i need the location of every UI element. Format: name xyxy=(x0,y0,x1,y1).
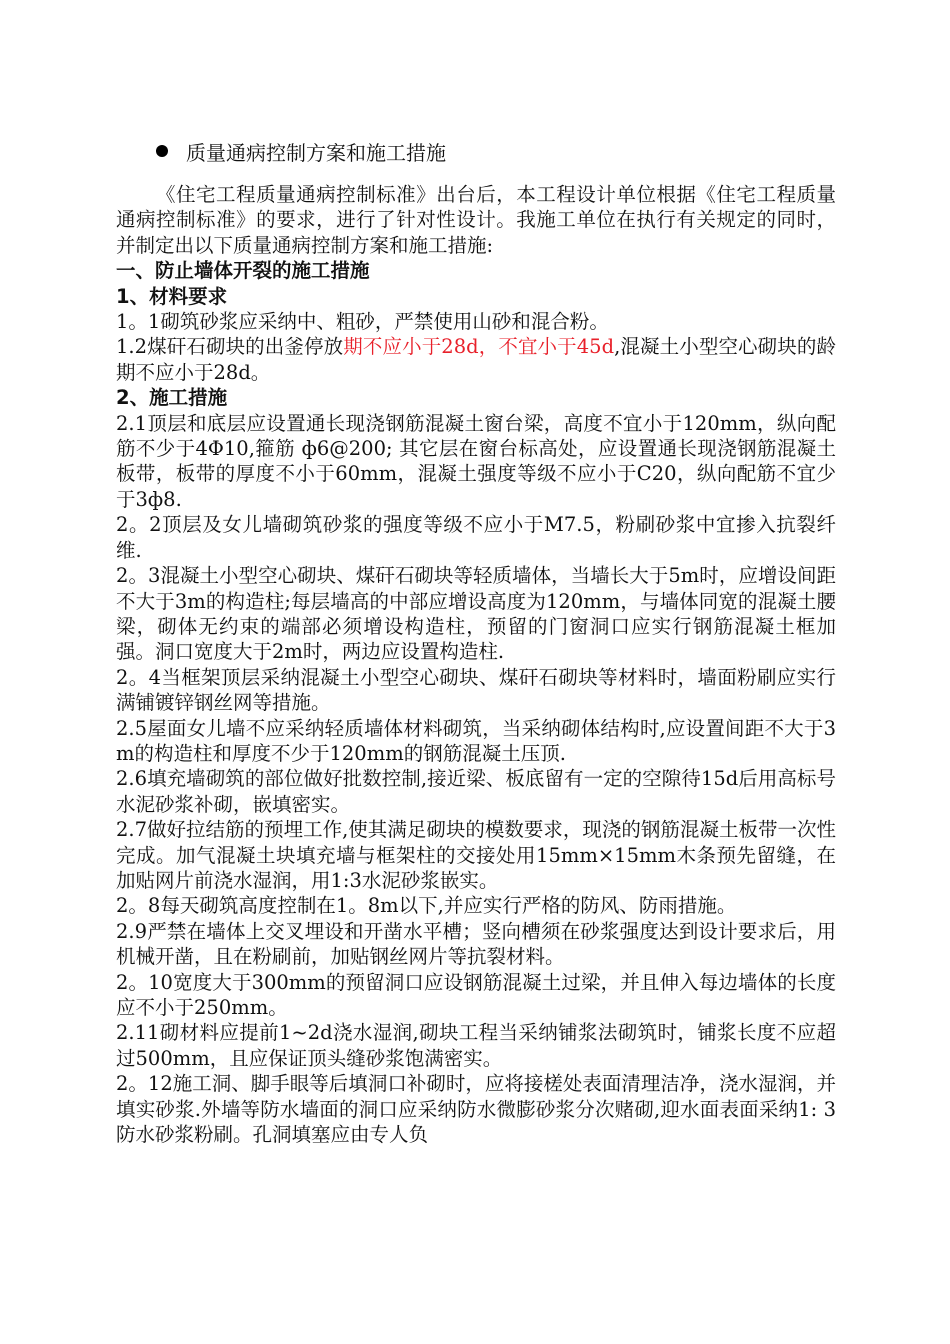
item-2-5: 2.5屋面女儿墙不应采纳轻质墙体材料砌筑，当采纳砌体结构时,应设置间距不大于3m的构造柱和厚度不少于120mm的钢筋混凝土压顶. xyxy=(116,716,836,765)
intro-paragraph: 《住宅工程质量通病控制标准》出台后，本工程设计单位根据《住宅工程质量通病控制标准》的要求，进行了针对性设计。我施工单位在执行有关规定的同时，并制定出以下质量通病控制方案和施工措施: xyxy=(116,183,836,257)
item-2-12: 2。12施工洞、脚手眼等后填洞口补砌时，应将接槎处表面清理洁净，浇水湿润，并填实砂浆.外墙等防水墙面的洞口应采纳防水微膨砂浆分次赌砌,迎水面表面采纳1: 3防水砂浆粉刷。孔洞填塞应由专人负 xyxy=(116,1072,836,1147)
item-2-2: 2。2顶层及女儿墙砌筑砂浆的强度等级不应小于M7.5，粉刷砂浆中宜掺入抗裂纤维. xyxy=(116,513,836,562)
document-page xyxy=(116,132,836,1147)
bullet-icon xyxy=(156,145,168,157)
item-1-2-text-a: 1.2煤矸石砌块的出釜停放 xyxy=(116,335,344,359)
item-2-9: 2.9严禁在墙体上交叉埋设和开凿水平槽；竖向槽须在砂浆强度达到设计要求后，用机械开凿，且在粉刷前，加贴钢丝网片等抗裂材料。 xyxy=(116,919,836,969)
item-2-1: 2.1顶层和底层应设置通长现浇钢筋混凝土窗台梁，高度不宜小于120mm，纵向配筋不少于4Φ10,箍筋 ф6@200; 其它层在窗台标高处，应设置通长现浇钢筋混凝土板带，板带的厚度不小于60mm，混凝土强度等级不应小于C20，纵向配筋不宜少于3ф8. xyxy=(116,411,836,511)
item-1-2 xyxy=(116,334,836,385)
item-2-8: 2。8每天砌筑高度控制在1。8m以下,并应实行严格的防风、防雨措施。 xyxy=(116,894,737,918)
item-1-1: 1。1砌筑砂浆应采纳中、粗砂，严禁使用山砂和混合粉。 xyxy=(116,310,609,334)
item-2-6: 2.6填充墙砌筑的部位做好批数控制,接近梁、板底留有一定的空隙待15d后用高标号水泥砂浆补砌，嵌填密实。 xyxy=(116,767,836,816)
section1-heading: 一、防止墙体开裂的施工措施 xyxy=(116,259,370,283)
title-line xyxy=(156,132,836,170)
item-2-4: 2。4当框架顶层采纳混凝土小型空心砌块、煤矸石砌块等材料时，墙面粉刷应实行满铺镀锌钢丝网等措施。 xyxy=(116,665,836,715)
item-1-2-highlight: 期不应小于28d，不宜小于45d xyxy=(343,335,615,359)
item-2-3: 2。3混凝土小型空心砌块、煤矸石砌块等轻质墙体，当墙长大于5m时，应增设间距不大于3m的构造柱;每层墙高的中部应增设高度为120mm，与墙体同宽的混凝土腰梁，砌体无约束的端部必须增设构造柱，预留的门窗洞口应实行钢筋混凝土框加强。洞口宽度大于2m时，两边应设置构造柱. xyxy=(116,564,836,664)
item-2-11: 2.11砌材料应提前1~2d浇水湿润,砌块工程当采纳铺浆法砌筑时，铺浆长度不应超过500mm，且应保证顶头缝砂浆饱满密实。 xyxy=(116,1021,836,1070)
document-title: 质量通病控制方案和施工措施 xyxy=(186,140,446,165)
sub1-heading: 1、材料要求 xyxy=(116,284,228,308)
item-1-2-text-b: ,混凝土小型空心砌块的龄期不应小于28d。 xyxy=(116,335,837,384)
item-2-10: 2。10宽度大于300mm的预留洞口应设钢筋混凝土过梁，并且伸入每边墙体的长度应不小于250mm。 xyxy=(116,970,836,1019)
sub2-heading: 2、施工措施 xyxy=(116,386,228,410)
item-2-7: 2.7做好拉结筋的预埋工作,使其满足砌块的模数要求，现浇的钢筋混凝土板带一次性完成。加气混凝土块填充墙与框架柱的交接处用15mm×15mm木条预先留缝，在加贴网片前浇水湿润，用1:3水泥砂浆嵌实。 xyxy=(116,818,836,892)
